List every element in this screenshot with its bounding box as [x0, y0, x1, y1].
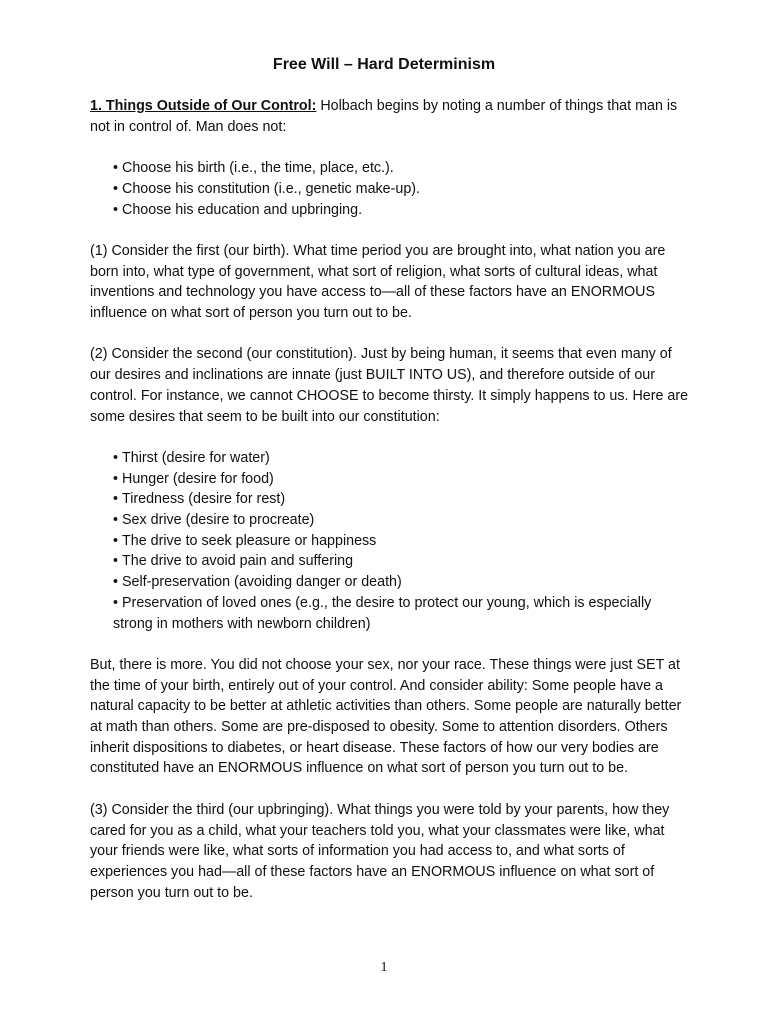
- bullet-icon: •: [113, 201, 119, 218]
- list-item-text: The drive to avoid pain and suffering: [122, 553, 354, 570]
- more-factors-paragraph: But, there is more. You did not choose your sex, nor your race. These things were just SET at the time of your birth, entirely out of your control. And consider ability: Some people have a natural capacity to be better at athletic activities than others. Some people are naturally better at math than others. Some are pre-disposed to obesity. Some to attention disorders. Others inherit dispositions to diabetes, or heart disease. These factors of how our very bodies are constituted have an ENORMOUS influence on what sort of person you turn out to be.: [90, 656, 682, 777]
- list-item: [113, 510, 690, 531]
- page-title: Free Will – Hard Determinism: [272, 56, 496, 73]
- list-item-text: Preservation of loved ones (e.g., the desire to protect our young, which is especially strong in mothers with newborn children): [113, 594, 652, 632]
- desires-list: [90, 448, 690, 634]
- list-item: [113, 448, 690, 469]
- bullet-icon: •: [113, 594, 119, 611]
- list-item: [113, 551, 690, 572]
- list-item: [113, 200, 690, 221]
- section-1-intro-paragraph: [90, 96, 690, 137]
- constitution-paragraph: (2) Consider the second (our constitution). Just by being human, it seems that even many of our desires and inclinations are innate (just BUILT INTO US), and therefore outside of our control. For instance, we cannot CHOOSE to become thirsty. It simply happens to us. Here are some desires that seem to be built into our constitution:: [90, 346, 689, 425]
- list-item-text: The drive to seek pleasure or happiness: [122, 532, 377, 549]
- list-item: [113, 179, 690, 200]
- list-item: [113, 469, 690, 490]
- bullet-icon: •: [113, 160, 119, 177]
- list-item-text: Choose his constitution (i.e., genetic make-up).: [122, 180, 421, 197]
- birth-paragraph: (1) Consider the first (our birth). What time period you are brought into, what nation you are born into, what type of government, what sort of religion, what sorts of cultural ideas, what inventions and technology you have access to—all of these factors have an ENORMOUS influence on what sort of person you turn out to be.: [90, 242, 666, 321]
- list-item-text: Choose his birth (i.e., the time, place, etc.).: [122, 160, 394, 177]
- document-body: [90, 96, 690, 924]
- list-item-text: Choose his education and upbringing.: [122, 201, 363, 218]
- bullet-icon: •: [113, 574, 119, 591]
- bullet-icon: •: [113, 512, 119, 528]
- section-1-intro: Holbach begins by noting a number of things that man is not in control of. Man does not:: [90, 98, 678, 135]
- list-item: [113, 158, 690, 179]
- section-1-heading: 1. Things Outside of Our Control:: [90, 98, 317, 114]
- list-item-text: Thirst (desire for water): [122, 449, 270, 466]
- list-item: [113, 593, 690, 634]
- list-item: [113, 489, 690, 510]
- upbringing-paragraph: (3) Consider the third (our upbringing). What things you were told by your parents, how they cared for you as a child, what your teachers told you, what your classmates were like, what your friends were like, what sorts of information you had access to, and what sorts of experiences you had—all of these factors have an ENORMOUS influence on what sort of person you turn out to be.: [90, 801, 670, 901]
- bullet-icon: •: [113, 449, 119, 466]
- list-item-text: Self-preservation (avoiding danger or death): [122, 574, 402, 591]
- bullet-icon: •: [113, 180, 119, 197]
- list-item: [113, 572, 690, 593]
- list-item-text: Hunger (desire for food): [122, 470, 274, 487]
- bullet-icon: •: [113, 553, 119, 570]
- list-item-text: Tiredness (desire for rest): [122, 491, 286, 508]
- bullet-icon: •: [113, 532, 119, 549]
- uncontrolled-things-list: [90, 158, 690, 220]
- bullet-icon: •: [113, 491, 119, 508]
- list-item: [113, 531, 690, 552]
- list-item-text: Sex drive (desire to procreate): [122, 512, 315, 528]
- bullet-icon: •: [113, 470, 119, 487]
- page-number: 1: [380, 960, 388, 975]
